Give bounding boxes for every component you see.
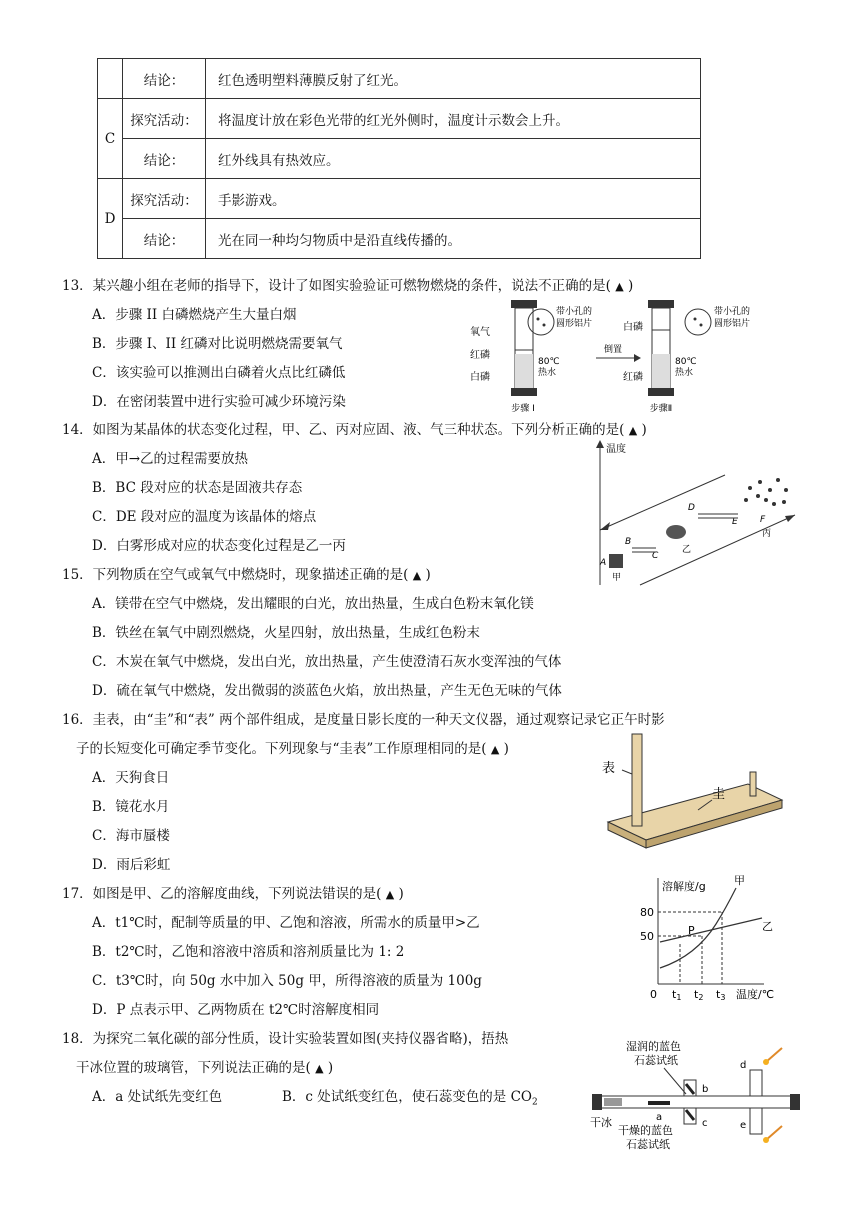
table-label: 结论：	[123, 139, 206, 179]
curve-jia	[660, 888, 736, 968]
table-section: C	[98, 99, 123, 179]
diagonal-line	[600, 475, 725, 530]
stem-text: 17．如图是甲、乙的溶解度曲线，下列说法错误的是(	[62, 886, 382, 902]
stem-close: )	[327, 1060, 334, 1076]
label-wet2: 石蕊试纸	[634, 1054, 678, 1067]
q14-option-c: C．DE 段对应的温度为该晶体的熔点	[92, 509, 317, 525]
tick-80: 80	[640, 906, 654, 919]
branch-d	[750, 1070, 762, 1096]
label-d: d	[740, 1060, 747, 1071]
continuation-table	[97, 58, 701, 259]
label-C: C	[652, 551, 659, 561]
label-water: 热水	[538, 368, 557, 378]
stopper-right	[790, 1094, 800, 1110]
label-dry2: 石蕊试纸	[626, 1138, 670, 1151]
stem-close: )	[628, 278, 634, 294]
stopper-top	[511, 300, 537, 308]
flame-icon	[763, 1137, 769, 1143]
q16-option-d: D．雨后彩虹	[92, 857, 171, 873]
label-gui: 圭	[712, 787, 726, 802]
table-label: 探究活动：	[123, 179, 206, 219]
q14-option-a: A．甲→乙的过程需要放热	[92, 451, 249, 467]
label-ice: 干冰	[590, 1116, 612, 1129]
q13-figure	[466, 292, 766, 414]
table-section: D	[98, 179, 123, 259]
table-row	[98, 99, 701, 139]
axis-arrow-icon	[596, 440, 604, 448]
diagonal-line	[640, 515, 795, 585]
q17-figure	[636, 872, 826, 1002]
stopper-bottom	[511, 388, 537, 396]
pointer-line	[664, 1068, 686, 1094]
table-label: 探究活动：	[123, 99, 206, 139]
q16-option-c: C．海市蜃楼	[92, 828, 170, 844]
dry-ice	[604, 1098, 622, 1106]
q13-option-d: D．在密闭装置中进行实验可减少环境污染	[92, 394, 346, 410]
label-plate-2: 带小孔的	[714, 307, 751, 317]
temp-axis-label: 温度	[606, 444, 626, 455]
answer-mark: ▲	[628, 424, 638, 437]
q17-option-d: D．P 点表示甲、乙两物质在 t2℃时溶解度相同	[92, 1002, 380, 1018]
label-white-p: 白磷	[470, 372, 490, 383]
label-oxygen: 氧气	[470, 327, 490, 338]
tick-t3: t3	[716, 988, 726, 1002]
question-18-stem-1: 18．为探究二氧化碳的部分性质，设计实验装置如图(夹持仪器省略)，捂热	[62, 1031, 509, 1047]
label-bing: 丙	[762, 529, 772, 539]
glass-tube	[598, 1096, 798, 1108]
table-label: 结论：	[123, 59, 206, 99]
label-white-p-2: 白磷	[623, 322, 643, 333]
label-red-p-2: 红磷	[623, 372, 643, 383]
table-content: 将温度计放在彩色光带的红光外侧时，温度计示数会上升。	[206, 99, 701, 139]
label-biao: 表	[602, 761, 616, 776]
candle-icon	[766, 1048, 782, 1062]
label-temp-2: 80℃	[675, 357, 697, 367]
tick-50: 50	[640, 930, 654, 943]
question-17-stem	[62, 882, 404, 902]
q17-option-b: B．t2℃时，乙饱和溶液中溶质和溶剂质量比为 1: 2	[92, 944, 405, 960]
stem-close: )	[425, 567, 431, 583]
label-red-p: 红磷	[470, 350, 490, 361]
label-yi: 乙	[682, 545, 692, 555]
answer-mark: ▲	[315, 1062, 324, 1075]
question-18-stem-2	[76, 1056, 333, 1076]
label-water-2: 热水	[675, 368, 694, 378]
label-e: e	[740, 1120, 747, 1131]
stem-text: 13．某兴趣小组在老师的指导下，设计了如图实验验证可燃物燃烧的条件，说法不正确的是(	[62, 278, 611, 294]
q13-option-c: C．该实验可以推测出白磷着火点比红磷低	[92, 365, 346, 381]
wet-paper-b	[686, 1084, 694, 1094]
small-post	[750, 772, 756, 796]
water-2	[652, 354, 670, 388]
label-b: b	[702, 1084, 709, 1095]
q15-option-a: A．镁带在空气中燃烧，发出耀眼的白光，放出热量，生成白色粉末氧化镁	[92, 596, 534, 612]
q14-option-b: B．BC 段对应的状态是固液共存态	[92, 480, 303, 496]
stem-text: 14．如图为某晶体的状态变化过程，甲、乙、丙对应固、液、气三种状态。下列分析正确的是(	[62, 422, 625, 438]
table-content: 红色透明塑料薄膜反射了红光。	[206, 59, 701, 99]
q18-option-b	[282, 1085, 538, 1108]
q15-option-d: D．硫在氧气中燃烧，发出微弱的淡蓝色火焰，放出热量，产生无色无味的气体	[92, 683, 562, 699]
branch-e	[750, 1108, 762, 1134]
q18-option-a: A．a 处试纸先变红色	[92, 1089, 223, 1105]
dry-paper-c	[686, 1110, 694, 1120]
stem-text: 干冰位置的玻璃管，下列说法正确的是(	[76, 1060, 311, 1076]
label-wet1: 湿润的蓝色	[626, 1040, 681, 1053]
candle-icon	[766, 1126, 782, 1140]
biao-pole	[632, 734, 642, 826]
label-invert: 倒置	[604, 345, 623, 355]
answer-mark: ▲	[385, 888, 395, 901]
table-content: 光在同一种均匀物质中是沿直线传播的。	[206, 219, 701, 259]
plate-view	[685, 309, 711, 335]
series-yi-label: 乙	[762, 920, 773, 933]
q16-option-a: A．天狗食日	[92, 770, 170, 786]
y-axis-label: 溶解度/g	[662, 880, 706, 893]
x-axis-label: 温度/℃	[736, 988, 775, 1001]
point-p-label: P	[688, 924, 695, 937]
label-step2: 步骤Ⅱ	[649, 404, 673, 414]
hole-icon	[537, 318, 540, 321]
question-16-stem-2	[76, 737, 509, 757]
q17-option-a: A．t1℃时，配制等质量的甲、乙饱和溶液，所需水的质量甲>乙	[92, 915, 480, 931]
hole-icon	[543, 324, 546, 327]
stem-text: 15．下列物质在空气或氧气中燃烧时，现象描述正确的是(	[62, 567, 409, 583]
question-14-stem	[62, 418, 647, 438]
stopper-bottom	[648, 388, 674, 396]
q16-figure	[602, 730, 792, 848]
question-13-stem	[62, 274, 633, 294]
q15-option-b: B．铁丝在氧气中剧烈燃烧，火星四射，放出热量，生成红色粉末	[92, 625, 480, 641]
label-E: E	[732, 517, 738, 527]
table-content: 手影游戏。	[206, 179, 701, 219]
label-plate: 带小孔的	[556, 307, 593, 317]
stem-close: )	[503, 741, 509, 757]
arrow-head-icon	[634, 354, 641, 362]
plate-view	[528, 309, 554, 335]
table-section	[98, 59, 123, 99]
table-content: 红外线具有热效应。	[206, 139, 701, 179]
q13-option-b: B．步骤 I、II 红磷对比说明燃烧需要氧气	[92, 336, 343, 352]
label-step1: 步骤 I	[511, 404, 535, 414]
label-temp: 80℃	[538, 357, 560, 367]
label-F: F	[760, 515, 766, 525]
table-row	[98, 179, 701, 219]
q15-option-c: C．木炭在氧气中燃烧，发出白光，放出热量，产生使澄清石灰水变浑浊的气体	[92, 654, 562, 670]
q14-option-d: D．白雾形成对应的状态变化过程是乙一丙	[92, 538, 346, 554]
option-text: B．c 处试纸变红色，使石蕊变色的是 CO	[282, 1089, 532, 1105]
q16-option-b: B．镜花水月	[92, 799, 170, 815]
q18-figure	[590, 1040, 810, 1152]
table-row	[98, 139, 701, 179]
label-A: A	[600, 558, 607, 568]
question-15-stem	[62, 563, 431, 583]
arrow-head-icon	[785, 515, 795, 522]
q13-option-a: A．步骤 II 白磷燃烧产生大量白烟	[92, 307, 297, 323]
tick-t1: t1	[672, 988, 682, 1002]
curve-yi	[660, 918, 762, 942]
label-dry1: 干燥的蓝色	[618, 1124, 673, 1137]
label-plate2-2: 圆形铝片	[714, 319, 751, 329]
origin-label: 0	[650, 988, 657, 1001]
table-row	[98, 59, 701, 99]
water-1	[515, 354, 533, 388]
answer-mark: ▲	[615, 280, 624, 293]
label-D: D	[688, 503, 695, 513]
q17-option-c: C．t3℃时，向 50g 水中加入 50g 甲，所得溶液的质量为 100g	[92, 973, 482, 989]
gas-dots-icon	[744, 478, 788, 506]
label-a: a	[656, 1112, 663, 1123]
q14-figure	[590, 440, 810, 590]
solid-block	[609, 554, 623, 568]
hole-icon	[694, 318, 697, 321]
pointer-line	[622, 770, 632, 774]
label-B: B	[625, 537, 632, 547]
stem-close: )	[641, 422, 647, 438]
series-jia-label: 甲	[734, 874, 745, 887]
hole-icon	[700, 324, 703, 327]
label-c: c	[702, 1118, 708, 1129]
answer-mark: ▲	[412, 569, 422, 582]
label-plate2: 圆形铝片	[556, 319, 593, 329]
label-jia: 甲	[612, 573, 622, 583]
tick-t2: t2	[694, 988, 704, 1002]
paper-a	[648, 1101, 670, 1105]
stem-text: 子的长短变化可确定季节变化。下列现象与“圭表”工作原理相同的是(	[76, 741, 487, 757]
subscript: 2	[531, 1097, 538, 1108]
question-16-stem-1: 16．圭表，由“圭”和“表” 两个部件组成，是度量日影长度的一种天文仪器，通过观察记录它正午时影	[62, 712, 665, 728]
stopper-top	[648, 300, 674, 308]
liquid-blob	[666, 525, 686, 539]
flame-icon	[763, 1059, 769, 1065]
answer-mark: ▲	[490, 743, 500, 756]
table-label: 结论：	[123, 219, 206, 259]
stopper-left	[592, 1094, 602, 1110]
table-row	[98, 219, 701, 259]
stem-close: )	[398, 886, 404, 902]
